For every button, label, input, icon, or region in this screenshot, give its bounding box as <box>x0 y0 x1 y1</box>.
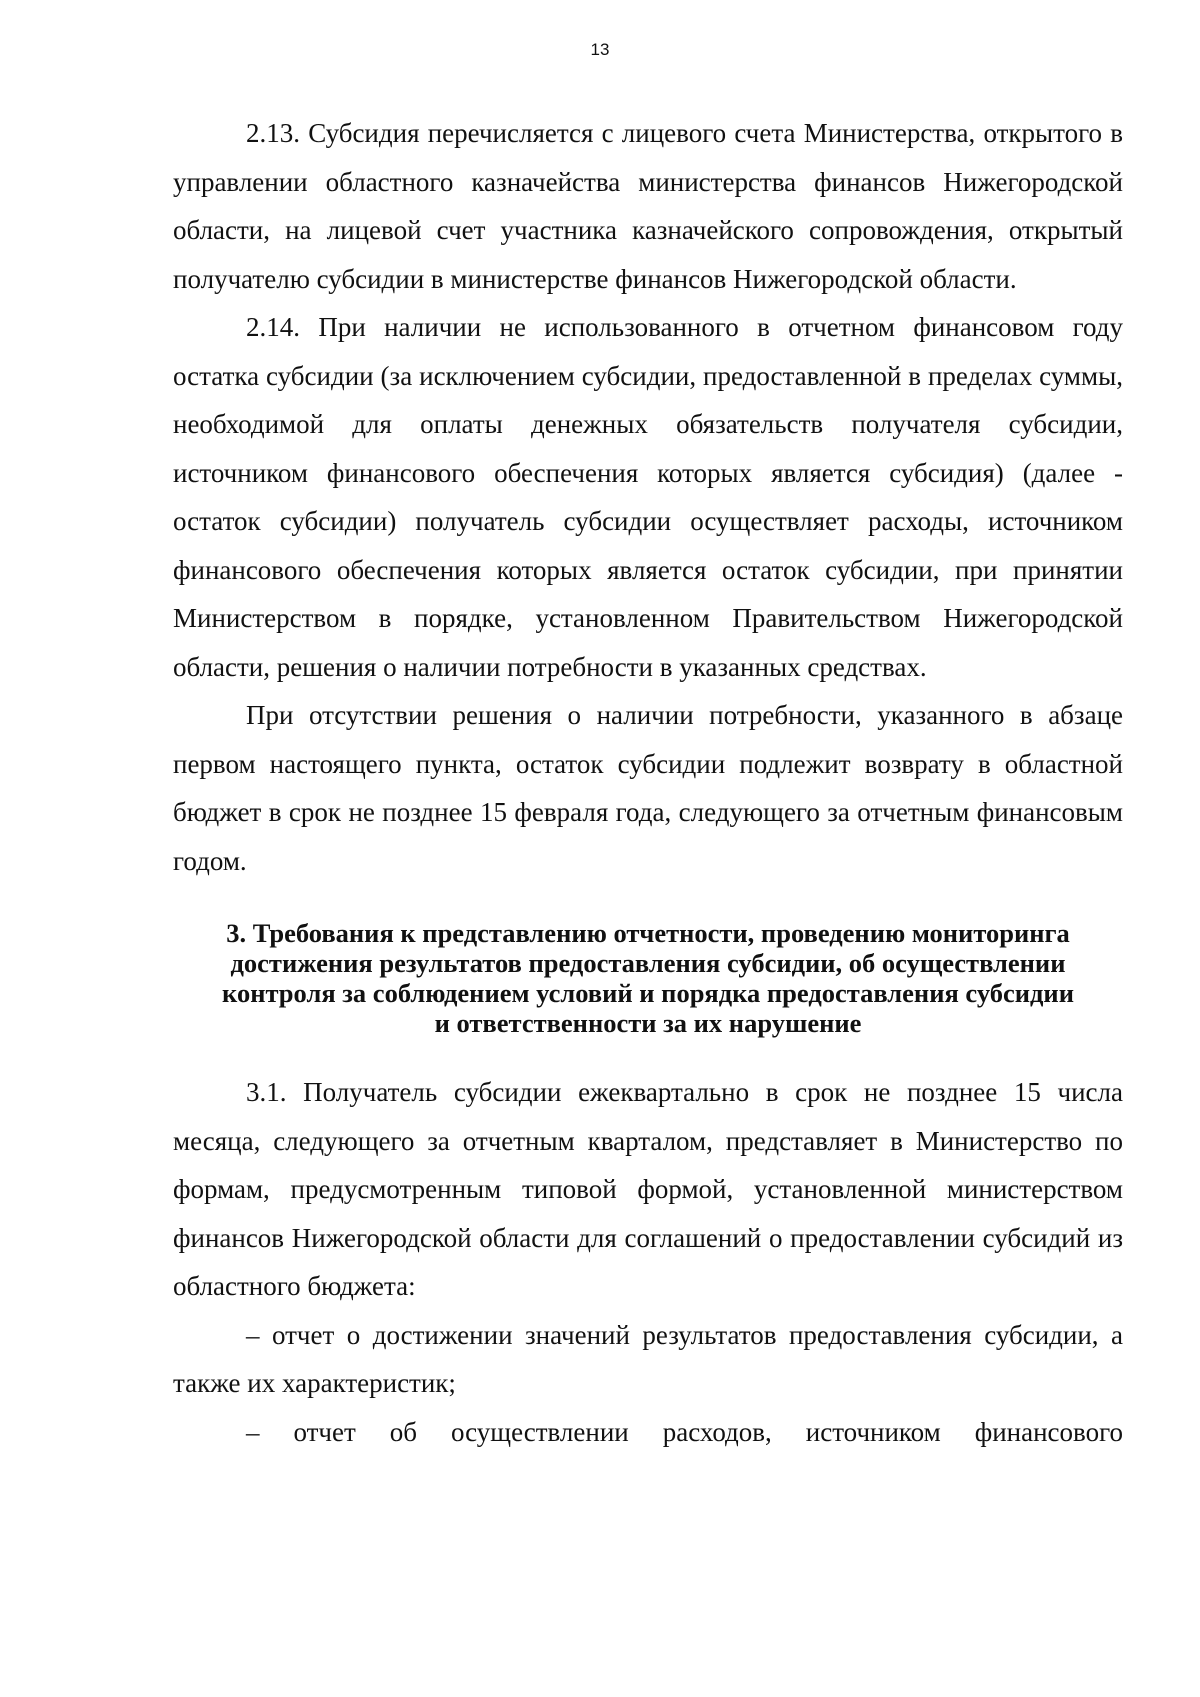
section-heading-line: 3. Требования к представлению отчетности, проведению мониторинга <box>226 918 1070 948</box>
paragraph-2-14: 2.14. При наличии не использованного в отчетном финансовом году остатка субсидии (за исключением субсидии, предоставленной в пределах суммы, необходимой для оплаты денежных обязательств получателя субсидии, источником финансового обеспечения которых является субсидия) (далее - остаток субсидии) получатель субсидии осуществляет расходы, источником финансового обеспечения которых является остаток субсидии, при принятии Министерством в порядке, установленном Правительством Нижегородской области, решения о наличии потребности в указанных средствах. <box>173 312 1123 682</box>
section-heading-line: и ответственности за их нарушение <box>434 1008 862 1038</box>
list-item-report-results: – отчет о достижении значений результатов предоставления субсидии, а также их характеристик; <box>173 1319 1123 1398</box>
paragraph-2-13: 2.13. Субсидия перечисляется с лицевого счета Министерства, открытого в управлении областного казначейства министерства финансов Нижегородской области, на лицевой счет участника казначейского сопровождения, открытый получателю субсидии в министерстве финансов Нижегородской области. <box>173 118 1123 294</box>
paragraph-3-1: 3.1. Получатель субсидии ежеквартально в срок не позднее 15 числа месяца, следующего за отчетным кварталом, представляет в Министерство по формам, предусмотренным типовой формой, установленной министерством финансов Нижегородской области для соглашений о предоставлении субсидий из областного бюджета: <box>173 1077 1123 1301</box>
list-item-report-expenses: – отчет об осуществлении расходов, источником финансового <box>246 1416 1123 1447</box>
section-3-heading <box>173 918 1123 1038</box>
section-heading-line: контроля за соблюдением условий и порядка предоставления субсидии <box>222 978 1074 1008</box>
page-number: 13 <box>590 40 610 59</box>
paragraph-2-14-second: При отсутствии решения о наличии потребности, указанного в абзаце первом настоящего пункта, остаток субсидии подлежит возврату в областной бюджет в срок не позднее 15 февраля года, следующего за отчетным финансовым годом. <box>173 700 1123 876</box>
document-body <box>173 109 1123 1456</box>
section-heading-line: достижения результатов предоставления субсидии, об осуществлении <box>230 948 1066 978</box>
